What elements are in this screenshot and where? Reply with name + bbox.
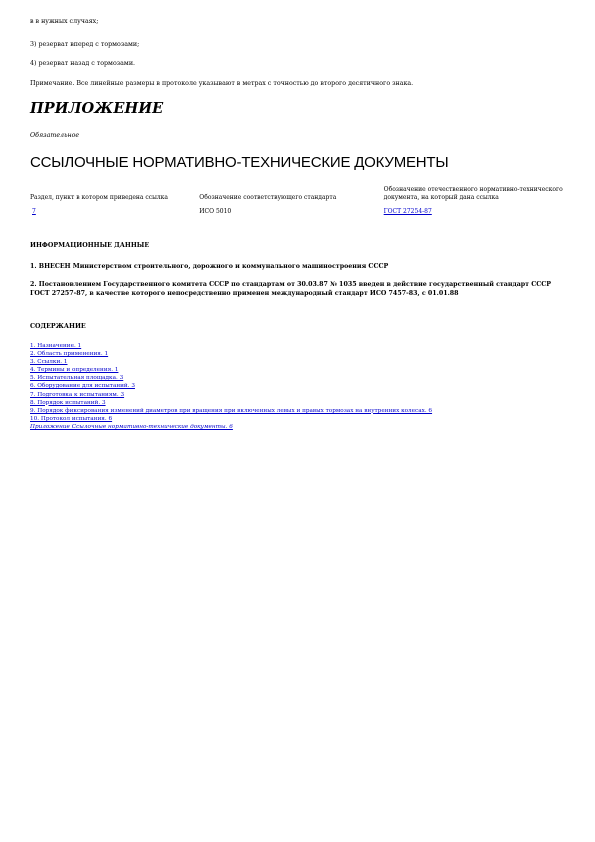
toc-link[interactable]: 3. Ссылки. 1 xyxy=(30,359,68,366)
toc-item xyxy=(30,407,432,415)
info-item-2: 2. Постановлением Государственного комитета СССР по стандартам от 30.03.87 № 1035 введен в действие государственный стандарт СССР ГОСТ 27257-87, в качестве которого непосредственно применен международный стандарт ИСО 7457-83, с 01.01.88 xyxy=(30,281,552,297)
reference-table xyxy=(30,186,566,217)
gost-link[interactable]: ГОСТ 27254-87 xyxy=(383,208,432,216)
intro-line-1: в в нужных случаях; xyxy=(30,18,99,25)
toc-item xyxy=(30,366,432,374)
toc-link[interactable]: 8. Порядок испытаний. 3 xyxy=(30,399,106,406)
toc-link[interactable]: 4. Термины и определения. 1 xyxy=(30,367,119,374)
appendix-title: ПРИЛОЖЕНИЕ xyxy=(30,100,164,117)
toc-link[interactable]: 10. Протокол испытания. 6 xyxy=(30,415,113,422)
toc-item xyxy=(30,399,432,407)
toc-link[interactable]: 9. Порядок фиксирования изменений диаметров при вращения при включенных левых и правых тормозах на внутренних колесах. 6 xyxy=(30,407,433,414)
section-link[interactable]: 7 xyxy=(32,208,36,216)
contents-heading: СОДЕРЖАНИЕ xyxy=(30,323,86,330)
toc-link[interactable]: 6. Оборудование для испытаний. 3 xyxy=(30,383,135,390)
appendix-status: Обязательное xyxy=(30,132,80,139)
toc-item xyxy=(30,391,432,399)
table-of-contents xyxy=(30,342,432,431)
toc-link[interactable]: Приложение Ссылочные нормативно-технические документы. 6 xyxy=(30,423,233,430)
toc-item xyxy=(30,423,432,431)
toc-item xyxy=(30,358,432,366)
toc-link[interactable]: 5. Испытательная площадка. 3 xyxy=(30,375,124,382)
intro-line-2: 3) резерват вперед с тормозами; xyxy=(30,41,140,48)
table-cell xyxy=(30,208,199,216)
table-header-cell: Обозначение соответствующего стандарта xyxy=(199,194,337,202)
table-header-cell: Обозначение отечественного нормативно-технического документа, на который дана ссылка xyxy=(383,186,563,202)
toc-item xyxy=(30,415,432,423)
info-heading: ИНФОРМАЦИОННЫЕ ДАННЫЕ xyxy=(30,242,150,249)
toc-link[interactable]: 1. Назначение. 1 xyxy=(30,343,82,349)
table-row xyxy=(30,208,566,216)
toc-link[interactable]: 2. Область применения. 1 xyxy=(30,351,109,358)
info-item-1: 1. ВНЕСЕН Министерством строительного, дорожного и коммунального машиностроения СССР xyxy=(30,263,389,270)
toc-link[interactable]: 7. Подготовка к испытаниям. 3 xyxy=(30,391,125,398)
intro-line-3: 4) резерват назад с тормозами. xyxy=(30,60,136,67)
toc-item xyxy=(30,382,432,390)
toc-item xyxy=(30,350,432,358)
appendix-heading: ССЫЛОЧНЫЕ НОРМАТИВНО-ТЕХНИЧЕСКИЕ ДОКУМЕНТЫ xyxy=(30,154,449,171)
table-cell: ИСО 5010 xyxy=(199,208,232,216)
toc-item xyxy=(30,374,432,382)
table-cell xyxy=(384,208,566,216)
toc-item xyxy=(30,342,432,350)
table-header-row xyxy=(30,186,566,208)
table-header-cell: Раздел, пункт в котором приведена ссылка xyxy=(30,194,168,202)
note-paragraph: Примечание. Все линейные размеры в протоколе указывают в метрах с точностью до второго десятичного знака. xyxy=(30,80,414,87)
